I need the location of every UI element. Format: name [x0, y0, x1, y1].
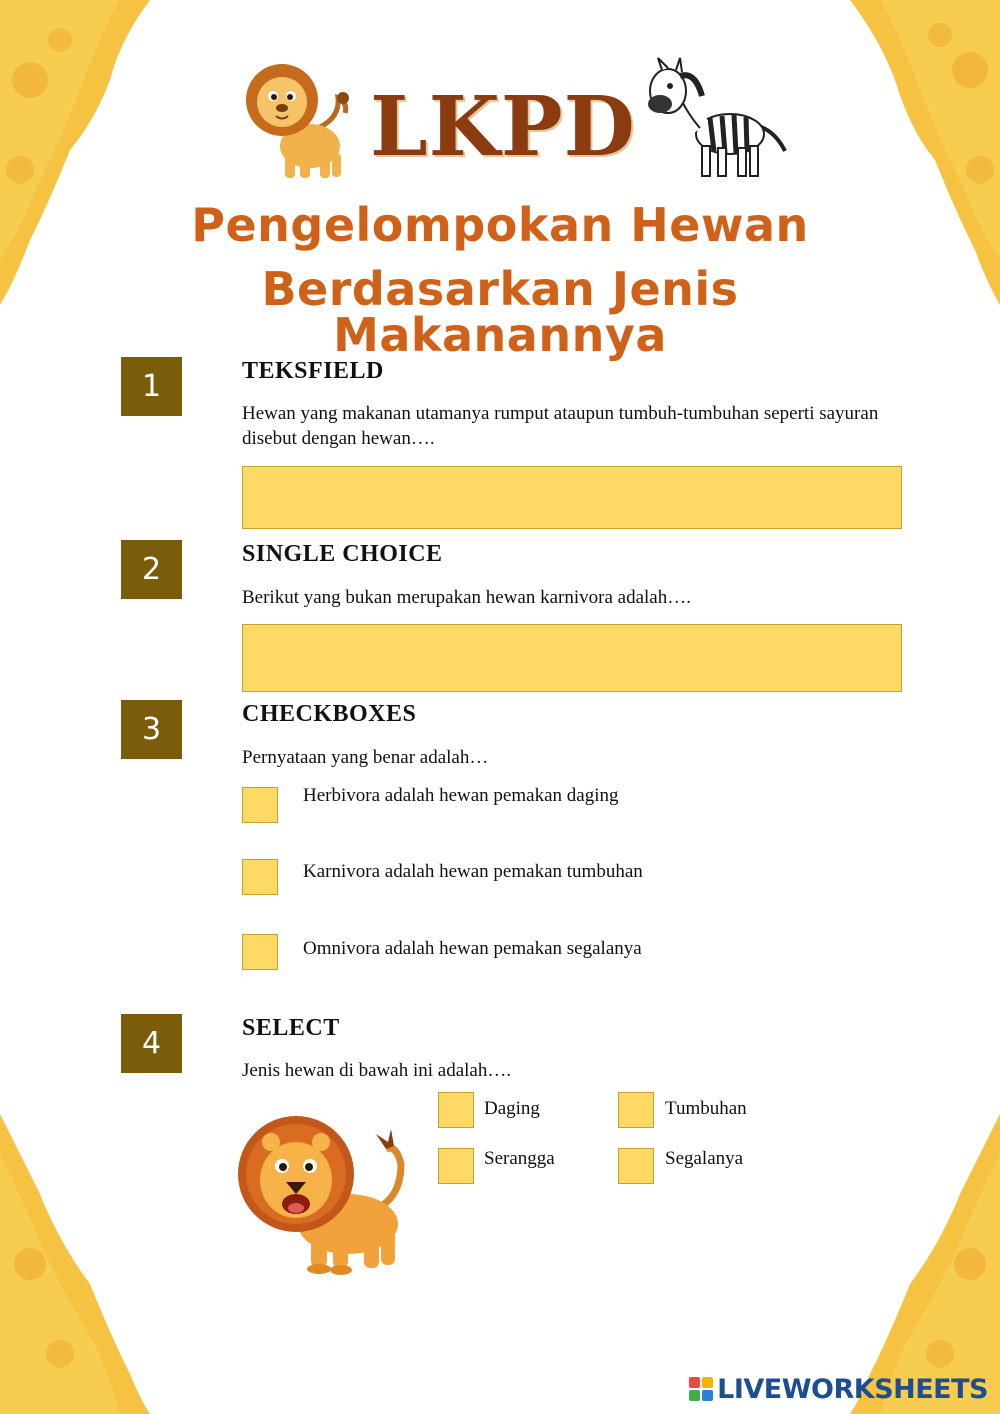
question-3-text: Pernyataan yang benar adalah…: [242, 747, 489, 768]
subtitle-line-2: Berdasarkan Jenis Makanannya: [261, 262, 739, 362]
liveworksheets-logo-text: LIVEWORKSHEETS: [717, 1373, 988, 1405]
question-number-1: 1: [121, 357, 182, 416]
page-title: LKPD: [370, 79, 636, 175]
question-2-heading: SINGLE CHOICE: [242, 541, 443, 567]
question-4-option-segalanya-label: Segalanya: [665, 1148, 744, 1169]
question-1-heading: TEKSFIELD: [242, 358, 384, 384]
liveworksheets-logo[interactable]: [689, 1372, 988, 1406]
lion-cartoon-large-icon: [236, 1104, 416, 1284]
corner-decoration-bottom-left: [0, 1114, 160, 1414]
lion-cartoon-icon: [240, 58, 355, 188]
question-number-4: 4: [121, 1014, 182, 1073]
question-4-option-daging-checkbox[interactable]: [438, 1092, 474, 1128]
corner-decoration-bottom-right: [840, 1114, 1000, 1414]
question-1-text: Hewan yang makanan utamanya rumput ataupun tumbuh-tumbuhan seperti sayuran disebut dengan hewan….: [242, 403, 879, 449]
question-4-option-segalanya-checkbox[interactable]: [618, 1148, 654, 1184]
corner-decoration-top-right: [840, 0, 1000, 310]
question-number-3: 3: [121, 700, 182, 759]
question-2-answer-field[interactable]: [242, 624, 902, 692]
question-4-option-tumbuhan-checkbox[interactable]: [618, 1092, 654, 1128]
question-4-heading: SELECT: [242, 1015, 340, 1041]
question-2-text: Berikut yang bukan merupakan hewan karnivora adalah….: [242, 587, 691, 608]
zebra-cartoon-icon: [640, 56, 790, 186]
question-4-option-tumbuhan-label: Tumbuhan: [665, 1098, 747, 1119]
question-4-option-daging-label: Daging: [484, 1098, 540, 1119]
question-3-option-2-label: Karnivora adalah hewan pemakan tumbuhan: [303, 861, 643, 882]
question-3-option-3-label: Omnivora adalah hewan pemakan segalanya: [303, 938, 642, 959]
question-4-option-serangga-label: Serangga: [484, 1148, 555, 1169]
corner-decoration-top-left: [0, 0, 160, 310]
subtitle-line-1: Pengelompokan Hewan: [191, 198, 809, 252]
question-3-option-1-label: Herbivora adalah hewan pemakan daging: [303, 785, 619, 806]
liveworksheets-logo-icon: [689, 1377, 713, 1401]
question-1-answer-field[interactable]: [242, 466, 902, 529]
question-number-2: 2: [121, 540, 182, 599]
question-3-heading: CHECKBOXES: [242, 701, 417, 727]
question-3-checkbox-2[interactable]: [242, 859, 278, 895]
question-3-checkbox-1[interactable]: [242, 787, 278, 823]
question-4-text: Jenis hewan di bawah ini adalah….: [242, 1060, 512, 1081]
question-4-option-serangga-checkbox[interactable]: [438, 1148, 474, 1184]
question-3-checkbox-3[interactable]: [242, 934, 278, 970]
